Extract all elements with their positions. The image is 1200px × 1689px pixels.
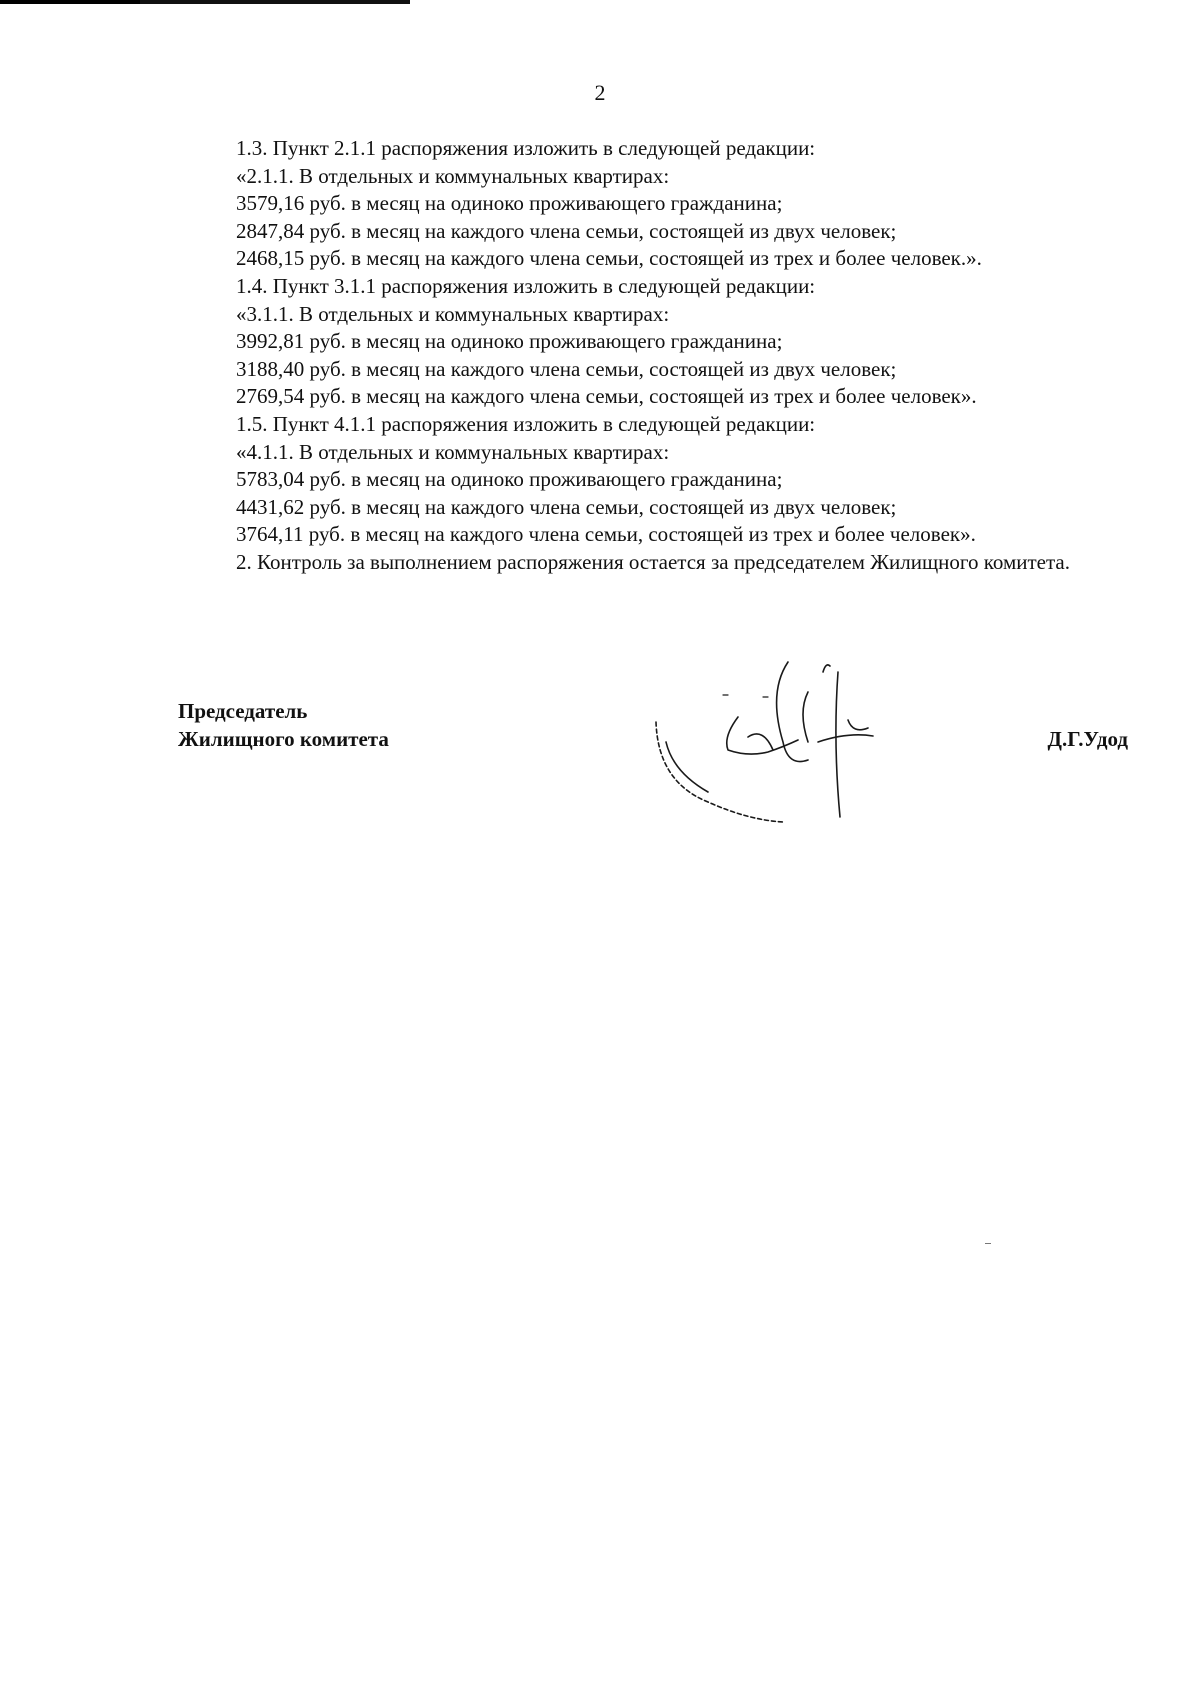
text-line: «2.1.1. В отдельных и коммунальных квартирах: [236,163,670,188]
top-rule [0,0,410,4]
document-body [178,135,1128,577]
text-line: 1.3. Пункт 2.1.1 распоряжения изложить в следующей редакции: [236,136,816,160]
text-line: 5783,04 руб. в месяц на одиноко проживающего гражданина; [236,467,783,492]
signature-block [178,697,1128,837]
signer-title-line1: Председатель [178,699,308,723]
signer-name: Д.Г.Удод [1047,727,1128,751]
text-line: 4431,62 руб. в месяц на каждого члена семьи, состоящей из двух человек; [236,494,897,519]
signer-title [178,697,389,753]
text-line: 1.5. Пункт 4.1.1 распоряжения изложить в следующей редакции: [236,411,816,436]
text-line: 2468,15 руб. в месяц на каждого члена семьи, состоящей из трех и более человек.». [236,246,982,271]
text-line: 2847,84 руб. в месяц на каждого члена семьи, состоящей из двух человек; [236,218,897,243]
text-line: 3579,16 руб. в месяц на одиноко проживающего гражданина; [236,191,783,216]
final-paragraph: 2. Контроль за выполнением распоряжения остается за председателем Жилищного комитета. [236,549,1070,574]
text-line: 2769,54 руб. в месяц на каждого члена семьи, состоящей из трех и более человек». [236,384,977,409]
text-line: «3.1.1. В отдельных и коммунальных квартирах: [236,301,670,326]
text-line: 3992,81 руб. в месяц на одиноко проживающего гражданина; [236,329,783,354]
scan-speck [985,1243,991,1244]
page-number: 2 [594,80,606,105]
text-line: 3188,40 руб. в месяц на каждого члена семьи, состоящей из двух человек; [236,356,897,381]
text-line: «4.1.1. В отдельных и коммунальных квартирах: [236,439,670,464]
signer-title-line2: Жилищного комитета [178,727,389,751]
text-line: 1.4. Пункт 3.1.1 распоряжения изложить в следующей редакции: [236,273,816,298]
handwritten-signature [648,632,908,832]
text-line: 3764,11 руб. в месяц на каждого члена семьи, состоящей из трех и более человек». [236,522,976,547]
